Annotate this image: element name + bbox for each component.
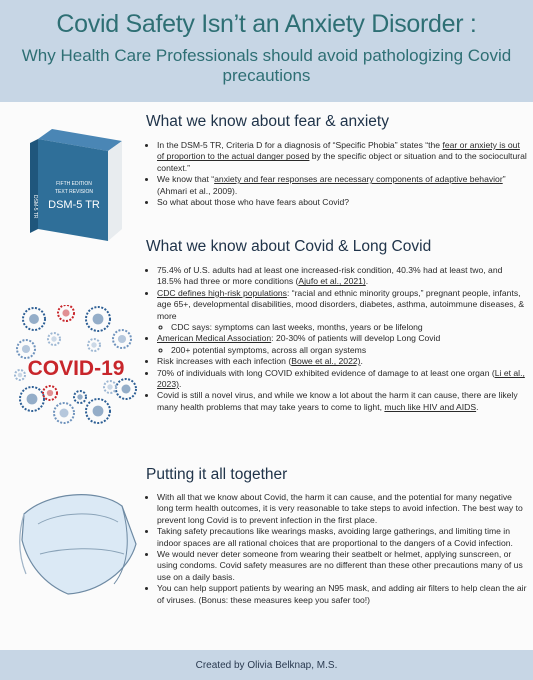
reference-link[interactable]: much like HIV and AIDS: [384, 401, 477, 412]
virus-core: [62, 309, 69, 316]
book-spine: [30, 139, 38, 233]
item-text: 70% of individuals with long COVID exhibited evidence of damage to at least one organ (: [157, 367, 495, 378]
item-text: .: [476, 401, 479, 412]
reference-link[interactable]: CDC defines high-risk populations: [157, 287, 287, 298]
virus-core: [29, 314, 39, 324]
item-text: : 20-30% of patients will develop Long Covid: [271, 333, 441, 344]
virus-core: [107, 384, 112, 389]
dsm-book-image: [30, 125, 130, 245]
sub-list-item: ◦ CDC says: symptoms can last weeks, months, years or be lifelong: [171, 322, 527, 333]
section-title-covid-long-covid: What we know about Covid & Long Covid: [146, 238, 432, 255]
list-item: [157, 492, 527, 526]
virus-core: [27, 394, 38, 405]
list-item: [157, 288, 527, 334]
n95-mask-image: [18, 484, 140, 604]
footer-credit: Created by Olivia Belknap, M.S.: [195, 660, 338, 671]
item-text: Covid is still a novel virus, and while we know a lot about the harm it can cause, there are likely many health problems that may take years to come to light,: [157, 390, 518, 412]
book-spine-text: DSM-5 TR: [32, 195, 38, 219]
summary-list: [144, 492, 527, 606]
virus-core: [77, 394, 82, 399]
item-text: Risk increases with each infection (: [157, 356, 292, 367]
item-text: .: [360, 356, 363, 367]
reference-link[interactable]: Ajufo et al., 2021): [298, 276, 366, 287]
reference-link[interactable]: Bowe et al., 2022): [291, 356, 361, 367]
item-text: ” (Ahmari et al., 2009).: [157, 174, 506, 196]
sub-list-item: ◦ 200+ potential symptoms, across all organ systems: [171, 345, 527, 356]
page-title: Covid Safety Isn’t an Anxiety Disorder :: [56, 10, 477, 38]
list-item: [157, 390, 527, 413]
mask-body: [22, 495, 136, 594]
reference-link[interactable]: fear or anxiety is out of proportion to the actual danger posed: [157, 140, 520, 162]
item-text: .: [365, 276, 369, 287]
sub-list: [157, 322, 527, 333]
covid-facts-list: [144, 265, 527, 413]
reference-link[interactable]: American Medical Association: [157, 333, 272, 344]
virus-core: [93, 406, 104, 417]
item-text: In the DSM-5 TR, Criteria D for a diagnosis of “Specific Phobia” states “the: [157, 140, 443, 150]
item-text: So what about those who have fears about Covid?: [157, 197, 350, 208]
reference-link[interactable]: anxiety and fear responses are necessary components of adaptive behavior: [214, 174, 503, 185]
virus-core: [51, 336, 56, 341]
virus-core: [91, 342, 96, 347]
covid-19-graphic: [14, 305, 138, 435]
item-text: You can help support patients by wearing an N95 mask, and adding air filters to help clean the air of viruses. (Bonus: these measures keep you safer too!): [157, 583, 527, 605]
list-item: [157, 140, 527, 174]
item-text: With all that we know about Covid, the harm it can cause, and the potential for many negative long term health outcomes, it is very reasonable to take steps to avoid infection. The best way to prevent long Covid is to prevent infection in the first place.: [157, 492, 523, 525]
virus-core: [122, 385, 131, 394]
list-item: [157, 197, 527, 208]
virus-core: [118, 335, 126, 343]
header: [0, 0, 533, 100]
virus-core: [47, 390, 53, 396]
virus-core: [18, 373, 23, 378]
book-edition-1: FIFTH EDITION: [56, 181, 92, 187]
list-item: [157, 368, 527, 391]
book-title: DSM-5 TR: [48, 199, 100, 211]
item-text: We would never deter someone from wearing their seatbelt or helmet, applying sunscreen, or using condoms. Covid safety measures are no different than these other precautions many of us use on a daily basis.: [157, 549, 523, 582]
covid-19-label: COVID-19: [27, 357, 125, 380]
item-text: 75.4% of U.S. adults had at least one increased-risk condition, 40.3% had at least two, and 18.5% had three or more conditions (: [157, 265, 503, 287]
list-item: [157, 526, 527, 549]
item-text: We know that “: [157, 174, 215, 185]
section-title-fear-anxiety: What we know about fear & anxiety: [146, 113, 389, 130]
item-text: .: [178, 379, 182, 390]
item-text: : “racial and ethnic minority groups,” pregnant people, infants, age 65+, developmental disabilities, mood disorders, diabetes, asthma, autoimmune diseases, & more: [157, 287, 525, 321]
list-item: [157, 549, 527, 583]
list-item: [157, 265, 527, 288]
list-item: [157, 174, 527, 197]
sub-list: [157, 345, 527, 356]
reference-link[interactable]: Li et al., 2023): [157, 367, 525, 390]
virus-core: [22, 345, 30, 353]
list-item: [157, 356, 527, 367]
item-text: by the specific object or situation and to the sociocultural context.”: [157, 151, 527, 173]
book-edition-2: TEXT REVISION: [55, 189, 93, 195]
page-subtitle: Why Health Care Professionals should avoid pathologizing Covid precautions: [21, 46, 512, 85]
list-item: [157, 333, 527, 356]
virus-core: [93, 314, 104, 325]
virus-core: [60, 409, 69, 418]
fear-anxiety-list: [144, 140, 527, 208]
section-title-putting-together: Putting it all together: [146, 466, 288, 483]
item-text: Taking safety precautions like wearings masks, avoiding large gatherings, and limiting time in indoor spaces are all rational choices that are proportional to the dangers of a Covid infection.: [157, 526, 513, 548]
book-pages: [108, 141, 122, 241]
list-item: [157, 583, 527, 606]
